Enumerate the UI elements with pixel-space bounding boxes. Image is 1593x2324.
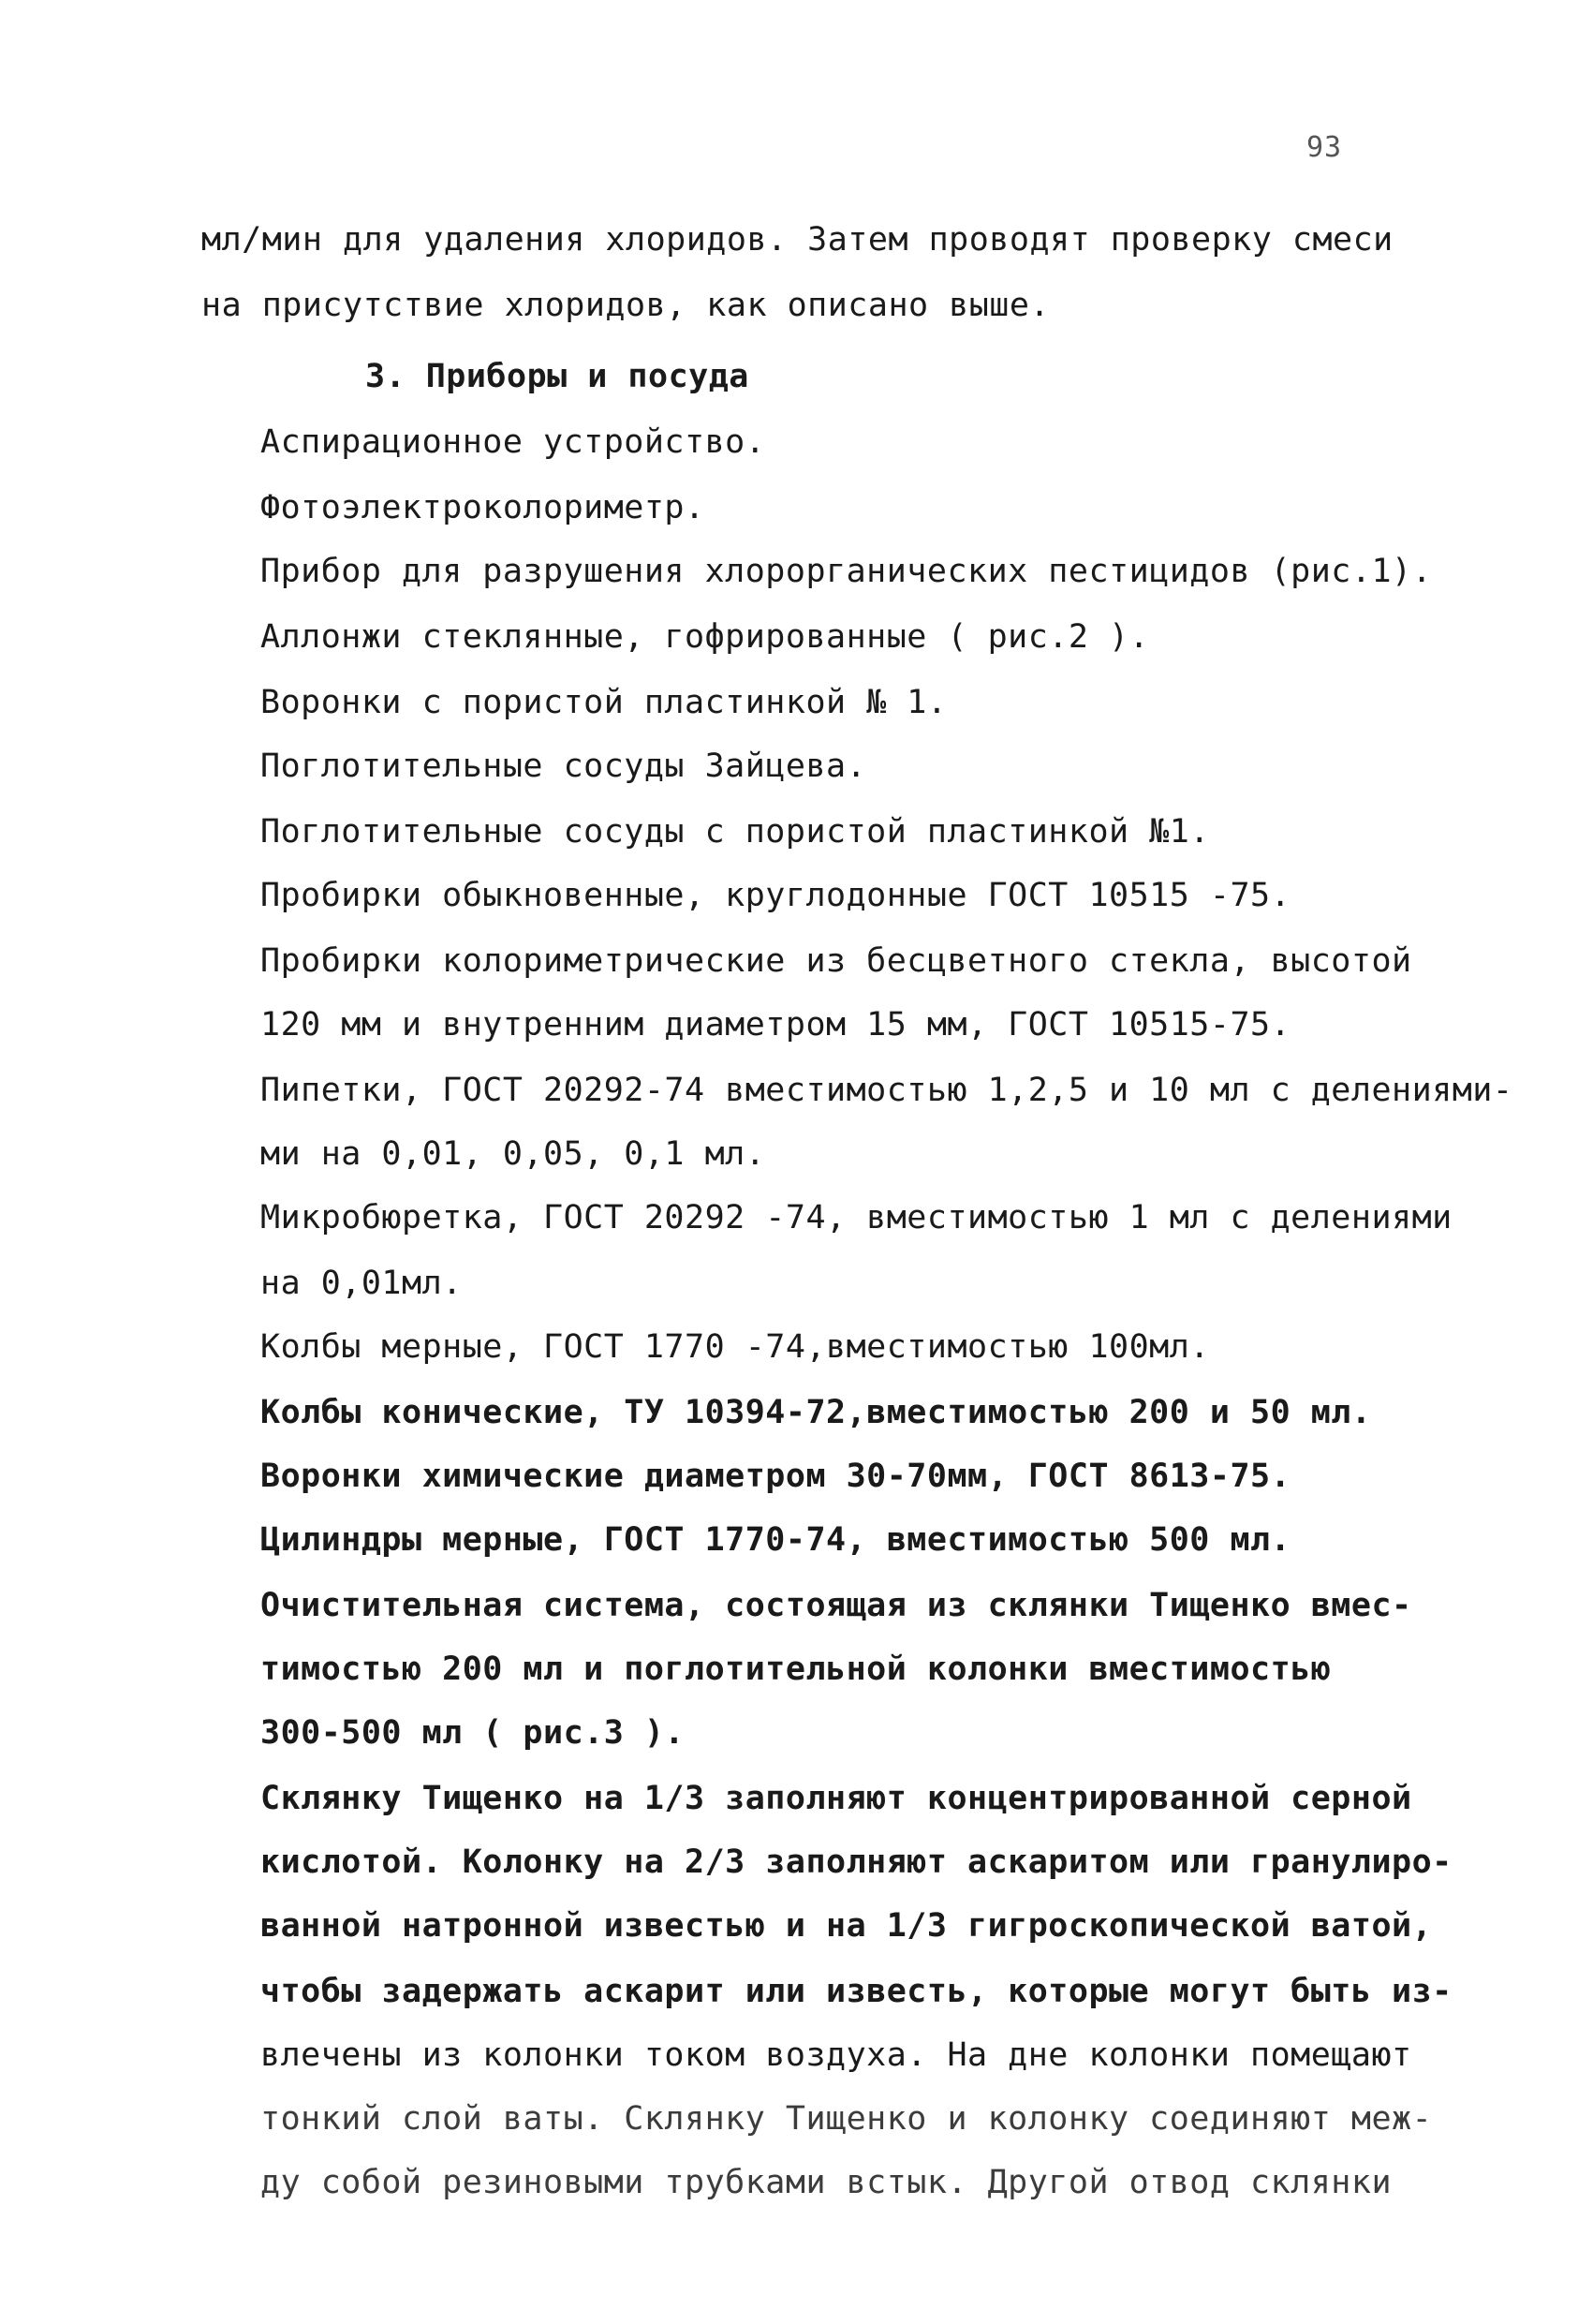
- list-item: Цилиндры мерные, ГОСТ 1770-74, вместимостью 500 мл.: [260, 1521, 1291, 1559]
- text-line: влечены из колонки током воздуха. На дне колонки помещают: [260, 2036, 1412, 2074]
- list-item: Прибор для разрушения хлорорганических пестицидов (рис.1).: [260, 553, 1433, 590]
- list-item: Фотоэлектроколориметр.: [260, 489, 705, 526]
- list-item: Аспирационное устройство.: [260, 423, 766, 461]
- list-item: Очистительная система, состоящая из склянки Тищенко вмес-: [260, 1587, 1412, 1624]
- list-item: на 0,01мл.: [260, 1265, 463, 1302]
- list-item: Пробирки колориметрические из бесцветного стекла, высотой: [260, 942, 1412, 980]
- text-line: мл/мин для удаления хлоридов. Затем проводят проверку смеси: [201, 221, 1394, 259]
- list-item: 120 мм и внутренним диаметром 15 мм, ГОСТ 10515-75.: [260, 1006, 1291, 1044]
- list-item: Колбы мерные, ГОСТ 1770 -74,вместимостью 100мл.: [260, 1328, 1210, 1366]
- list-item: Микробюретка, ГОСТ 20292 -74, вместимостью 1 мл с делениями: [260, 1199, 1453, 1236]
- list-item: Поглотительные сосуды Зайцева.: [260, 748, 867, 785]
- text-line: на присутствие хлоридов, как описано выше.: [201, 287, 1051, 324]
- text-line: кислотой. Колонку на 2/3 заполняют аскаритом или гранулиро-: [260, 1843, 1453, 1881]
- text-line: ванной натронной известью и на 1/3 гигроскопической ватой,: [260, 1907, 1433, 1945]
- text-line: ду собой резиновыми трубками встык. Другой отвод склянки: [260, 2164, 1393, 2201]
- text-line: Склянку Тищенко на 1/3 заполняют концентрированной серной: [260, 1780, 1412, 1817]
- page-number: 93: [1306, 131, 1343, 164]
- list-item: Аллонжи стеклянные, гофрированные ( рис.2 ).: [260, 618, 1150, 656]
- list-item: Воронки с пористой пластинкой № 1.: [260, 684, 948, 721]
- list-item: Пробирки обыкновенные, круглодонные ГОСТ 10515 -75.: [260, 877, 1291, 914]
- list-item: ми на 0,01, 0,05, 0,1 мл.: [260, 1135, 766, 1173]
- section-heading: 3. Приборы и посуда: [365, 358, 749, 395]
- list-item: 300-500 мл ( рис.3 ).: [260, 1714, 686, 1752]
- list-item: Поглотительные сосуды с пористой пластинкой №1.: [260, 813, 1210, 851]
- text-line: тонкий слой ваты. Склянку Тищенко и колонку соединяют меж-: [260, 2100, 1433, 2138]
- list-item: Воронки химические диаметром 30-70мм, ГОСТ 8613-75.: [260, 1458, 1291, 1495]
- list-item: Пипетки, ГОСТ 20292-74 вместимостью 1,2,5 и 10 мл с делениями-: [260, 1072, 1513, 1109]
- list-item: Колбы конические, ТУ 10394-72,вместимостью 200 и 50 мл.: [260, 1394, 1372, 1431]
- text-line: чтобы задержать аскарит или известь, которые могут быть из-: [260, 1973, 1453, 2010]
- list-item: тимостью 200 мл и поглотительной колонки вместимостью: [260, 1650, 1332, 1688]
